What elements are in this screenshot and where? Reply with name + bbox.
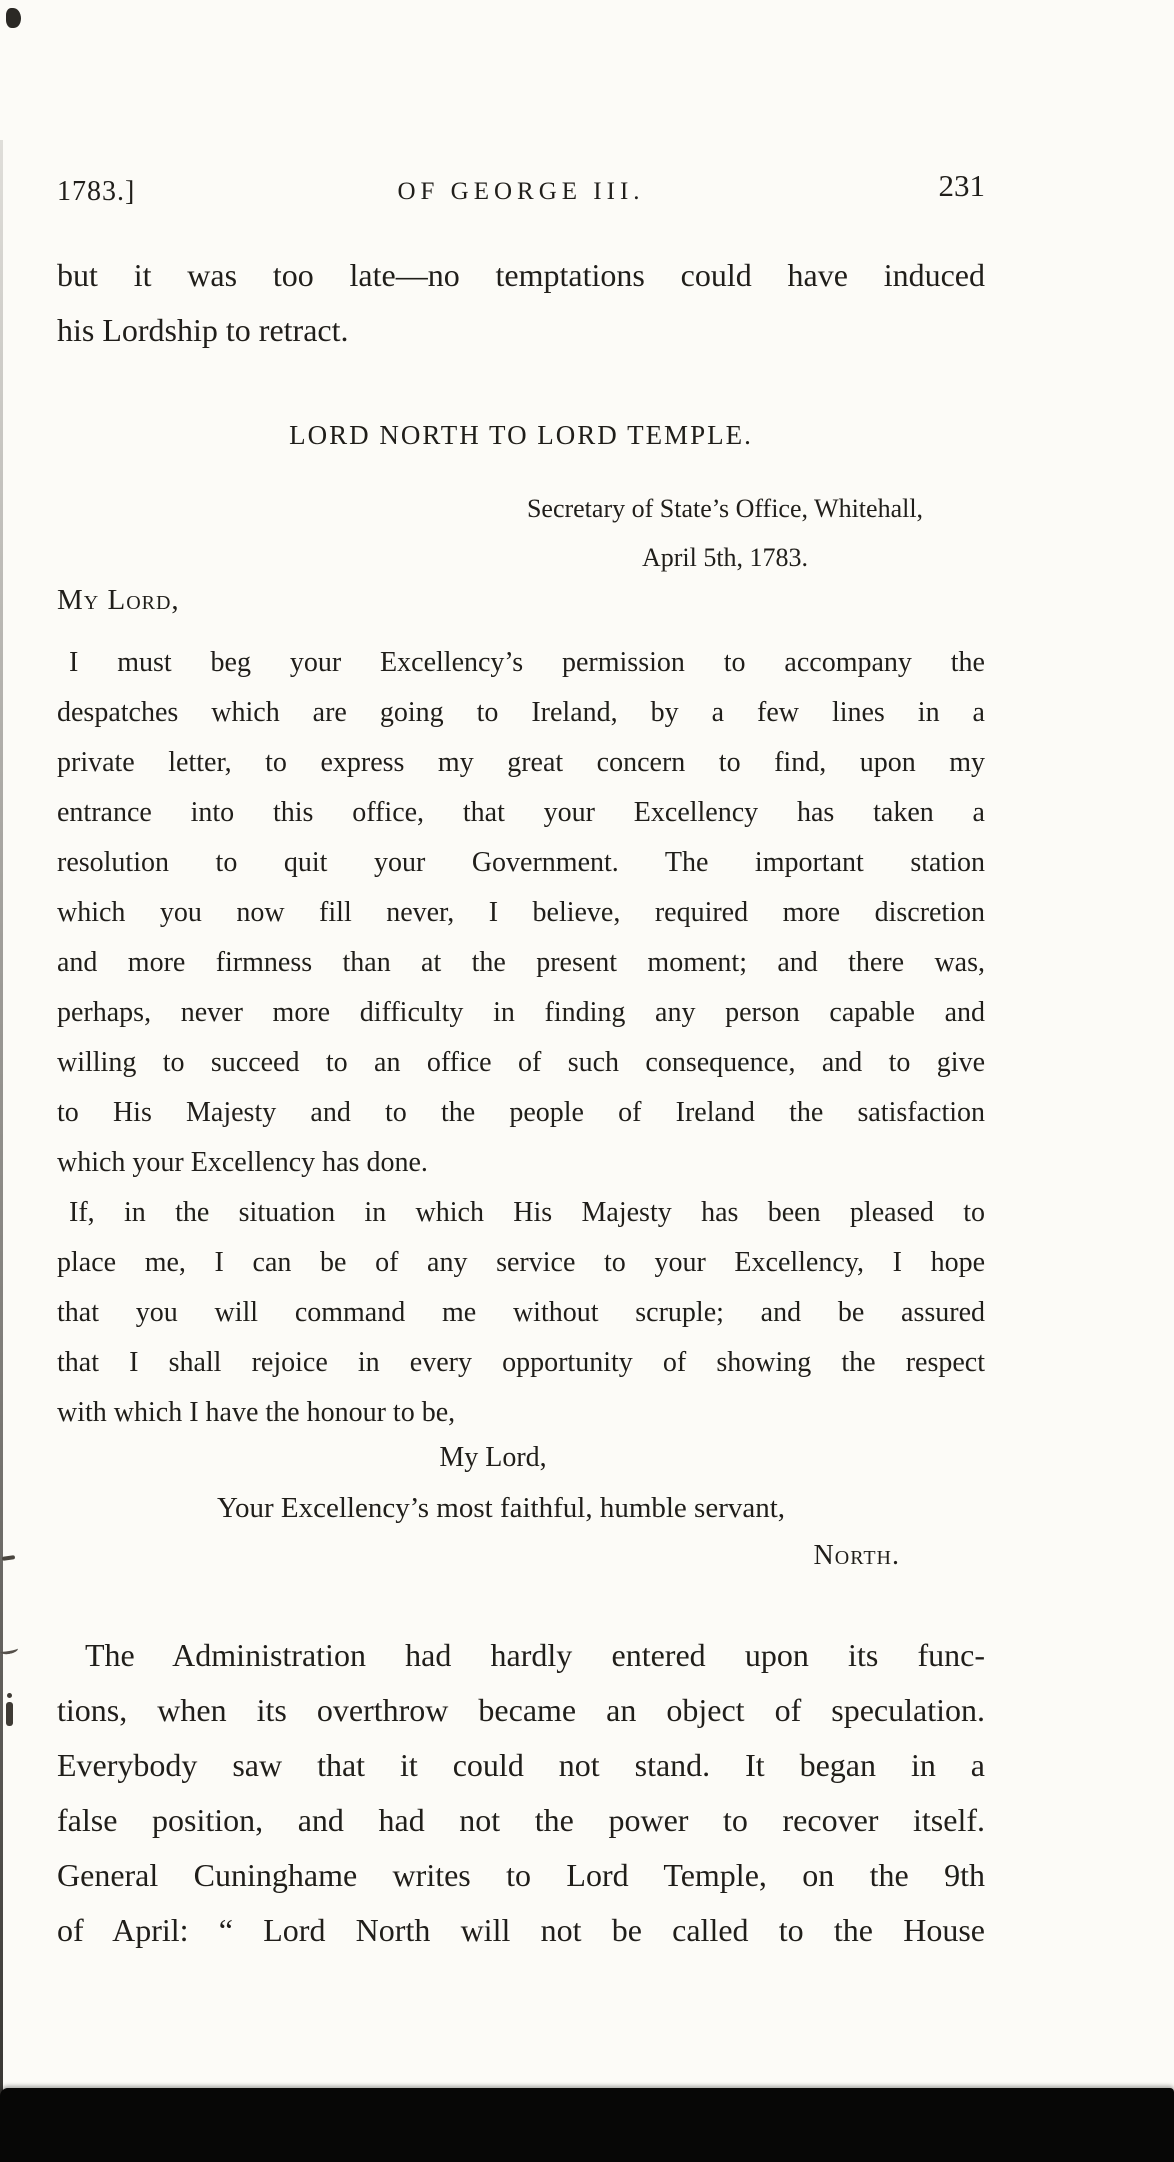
dateline-line: Secretary of State’s Office, Whitehall, xyxy=(526,494,924,523)
text-line: which you now fill never, I believe, required more discretion xyxy=(57,897,985,928)
letter-paragraph-1 xyxy=(57,638,985,1188)
valediction-line-1: My Lord, xyxy=(439,1442,547,1473)
text-line: perhaps, never more difficulty in finding any person capable and xyxy=(57,997,985,1028)
letter-paragraph-2 xyxy=(57,1188,985,1438)
text-line: to His Majesty and to the people of Ireland the satisfaction xyxy=(57,1097,985,1128)
text-line: of April: “ Lord North will not be called to the House xyxy=(57,1912,985,1948)
page-header xyxy=(57,168,985,214)
intro-paragraph xyxy=(57,248,985,358)
text-line: despatches which are going to Ireland, by a few lines in a xyxy=(57,697,985,728)
text-line: tions, when its overthrow became an object of speculation. xyxy=(57,1692,985,1728)
text-line: and more firmness than at the present moment; and there was, xyxy=(57,947,985,978)
text-line: private letter, to express my great concern to find, upon my xyxy=(57,747,985,778)
page-date: 1783.] xyxy=(57,176,136,207)
text-line: If, in the situation in which His Majesty has been pleased to xyxy=(69,1197,985,1228)
scan-bottom-bar xyxy=(0,2088,1174,2162)
margin-mark xyxy=(6,1702,13,1726)
text-line: I must beg your Excellency’s permission to accompany the xyxy=(69,647,985,678)
text-line: place me, I can be of any service to your Excellency, I hope xyxy=(57,1247,985,1278)
scan-edge-shadow xyxy=(0,140,3,2162)
text-line: Everybody saw that it could not stand. It began in a xyxy=(57,1747,985,1783)
text-line: resolution to quit your Government. The important station xyxy=(57,847,985,878)
text-line: that I shall rejoice in every opportunity of showing the respect xyxy=(57,1347,985,1378)
text-line: which your Excellency has done. xyxy=(57,1147,428,1178)
text-line: false position, and had not the power to recover itself. xyxy=(57,1802,985,1838)
letter-salutation: My Lord, xyxy=(57,584,180,616)
text-line: that you will command me without scruple; and be assured xyxy=(57,1297,985,1328)
text-line: his Lordship to retract. xyxy=(57,312,349,348)
margin-mark xyxy=(2,1555,15,1561)
letter-dateline xyxy=(57,484,985,582)
letter-signature: North. xyxy=(813,1540,900,1571)
narrative-paragraph xyxy=(57,1628,985,1958)
page-number: 231 xyxy=(938,168,985,203)
letter-heading: LORD NORTH TO LORD TEMPLE. xyxy=(289,420,753,450)
text-line: with which I have the honour to be, xyxy=(57,1397,456,1428)
running-title: OF GEORGE III. xyxy=(397,178,645,205)
valediction-line-2: Your Excellency’s most faithful, humble servant, xyxy=(216,1492,786,1524)
text-line: but it was too late—no temptations could have induced xyxy=(57,257,985,293)
text-line: willing to succeed to an office of such consequence, and to give xyxy=(57,1047,985,1078)
scan-smudge xyxy=(6,8,21,28)
text-line: General Cuninghame writes to Lord Temple, on the 9th xyxy=(57,1857,985,1893)
text-line: entrance into this office, that your Excellency has taken a xyxy=(57,797,985,828)
dateline-line: April 5th, 1783. xyxy=(641,543,809,572)
text-line: The Administration had hardly entered upon its func- xyxy=(85,1637,985,1673)
